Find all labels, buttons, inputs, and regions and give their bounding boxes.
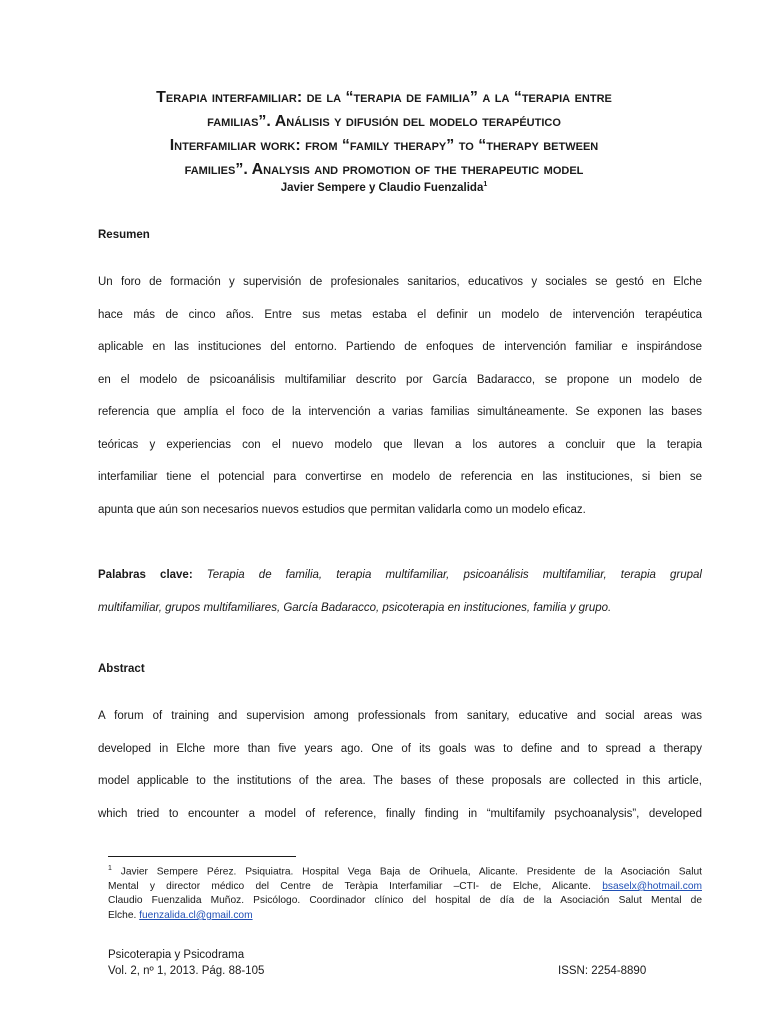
abstract-line: A forum of training and supervision among professionals from sanitary, educative and social areas was [98, 710, 702, 722]
footnote [108, 862, 702, 923]
footnote-line-3 [108, 894, 702, 909]
footer-journal-name: Psicoterapia y Psicodrama [108, 949, 245, 961]
title-line-1: Terapia interfamiliar: de la “terapia de familia” a la “terapia entre [156, 89, 612, 106]
resumen-line: en el modelo de psicoanálisis multifamiliar descrito por García Badaracco, se propone un modelo de [98, 373, 702, 386]
footnote-text-1: Javier Sempere Pérez. Psiquiatra. Hospital Vega Baja de Orihuela, Alicante. Presidente de la Asociación Salut [120, 866, 702, 878]
footnote-text-3: Claudio Fuenzalida Muñoz. Psicólogo. Coordinador clínico del hospital de día de la Asociación Salut Mental de [108, 895, 702, 907]
author-line [100, 181, 668, 194]
keywords-paragraph [98, 559, 702, 624]
resumen-paragraph [98, 266, 702, 526]
title-line-4: families”. Analysis and promotion of the therapeutic model [184, 161, 584, 178]
abstract-line: developed in Elche more than five years ago. One of its goals was to define and to spread a therapy [98, 742, 702, 755]
resumen-line: teóricas y experiencias con el nuevo modelo que llevan a los autores a concluir que la terapia [98, 438, 702, 451]
footer-volume: Vol. 2, nº 1, 2013. Pág. 88-105 [108, 965, 265, 977]
paper-title [100, 86, 668, 182]
keywords-label: Palabras clave: [98, 569, 193, 581]
title-line-2: familias”. Análisis y difusión del modelo terapéutico [207, 113, 561, 130]
resumen-line: interfamiliar tiene el potencial para convertirse en modelo de referencia en las instituciones, si bien se [98, 471, 702, 483]
footnote-line-1 [108, 862, 702, 880]
resumen-line: Un foro de formación y supervisión de profesionales sanitarios, educativos y sociales se gestó en Elche [98, 276, 702, 288]
abstract-heading: Abstract [98, 663, 145, 675]
author-names: Javier Sempere y Claudio Fuenzalida [280, 181, 484, 194]
resumen-line: hace más de cinco años. Entre sus metas estaba el definir un modelo de intervención terapéutica [98, 308, 702, 321]
abstract-paragraph [98, 700, 702, 830]
footnote-separator [108, 856, 296, 857]
keywords-text-1: Terapia de familia, terapia multifamiliar, psicoanálisis multifamiliar, terapia grupal [206, 569, 702, 581]
footer-issn: ISSN: 2254-8890 [558, 965, 647, 977]
keywords-line-1 [98, 559, 702, 592]
keywords-text-2: multifamiliar, grupos multifamiliares, García Badaracco, psicoterapia en instituciones, familia y grupo. [98, 601, 612, 614]
abstract-line: model applicable to the institutions of the area. The bases of these proposals are collected in this article, [98, 775, 702, 787]
footnote-text-2: Mental y director médico del Centre de Teràpia Interfamiliar –CTI- de Elche, Alicante. [108, 880, 591, 892]
resumen-line: referencia que amplía el foco de la intervención a varias familias simultáneamente. Se exponen las bases [98, 406, 702, 418]
footnote-line-4 [108, 909, 702, 924]
email-link-sempere[interactable]: bsaselx@hotmail.com [602, 880, 702, 892]
footnote-mark: 1 [108, 865, 112, 872]
resumen-heading: Resumen [98, 229, 150, 241]
email-link-fuenzalida[interactable]: fuenzalida.cl@gmail.com [139, 909, 253, 921]
footnote-text-4: Elche. [108, 909, 137, 921]
footnote-line-2 [108, 880, 702, 895]
keywords-line-2 [98, 592, 702, 625]
resumen-line: aplicable en las instituciones del entorno. Partiendo de enfoques de intervención familiar e inspirándose [98, 341, 702, 353]
resumen-line: apunta que aún son necesarios nuevos estudios que permitan validarla como un modelo eficaz. [98, 503, 586, 516]
abstract-line: which tried to encounter a model of reference, finally finding in “multifamily psychoanalysis”, developed [98, 807, 702, 820]
author-footnote-mark: 1 [483, 181, 488, 188]
title-line-3: Interfamiliar work: from “family therapy” to “therapy between [169, 137, 599, 154]
